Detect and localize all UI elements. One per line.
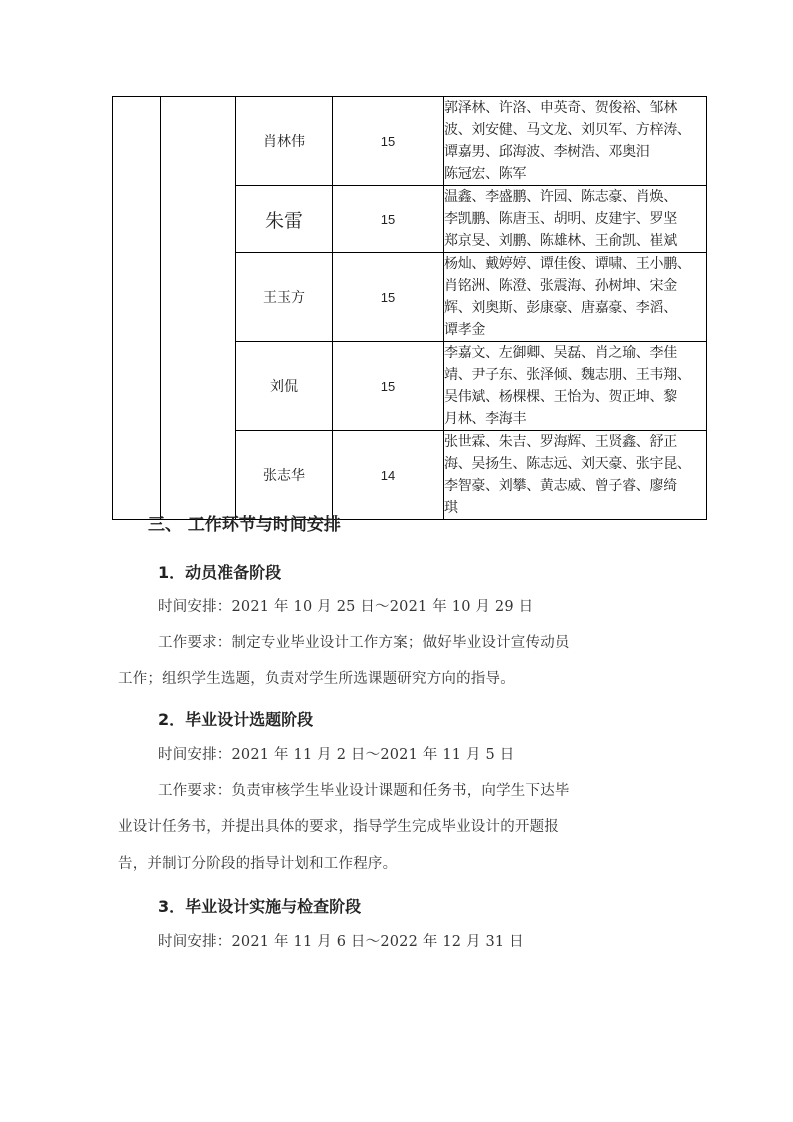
merged-cell-second — [161, 97, 236, 520]
student-count: 15 — [333, 186, 444, 253]
stage-requirement: 工作；组织学生选题，负责对学生所选课题研究方向的指导。 — [118, 671, 515, 687]
section-heading: 三、 工作环节与时间安排 — [148, 515, 341, 535]
student-list-line: 海、吴扬生、陈志远、刘天豪、张宇昆、 — [444, 456, 691, 472]
student-list-line: 杨灿、戴婷婷、谭佳俊、谭啸、王小鹏、 — [444, 256, 691, 272]
student-list — [444, 253, 707, 342]
stage-heading: 1．动员准备阶段 — [158, 563, 282, 582]
student-count: 14 — [333, 431, 444, 520]
student-list-line: 郑京旻、刘鹏、陈雄林、王俞凯、崔斌 — [444, 233, 677, 249]
stage-time: 时间安排：2021 年 11 月 6 日～2022 年 12 月 31 日 — [158, 934, 524, 950]
stage-time: 时间安排：2021 年 11 月 2 日～2021 年 11 月 5 日 — [158, 747, 515, 763]
stage-requirement: 工作要求：制定专业毕业设计工作方案；做好毕业设计宣传动员 — [158, 635, 570, 651]
student-list-line: 张世霖、朱吉、罗海辉、王贤鑫、舒正 — [444, 434, 677, 450]
student-list-line: 靖、尹子东、张泽倾、魏志朋、王韦翔、 — [444, 367, 691, 383]
merged-cell-left — [113, 97, 161, 520]
student-list-line: 谭孝金 — [444, 322, 486, 338]
student-list-line: 李凯鹏、陈唐玉、胡明、皮建宇、罗坚 — [444, 211, 677, 227]
stage-requirement: 工作要求：负责审核学生毕业设计课题和任务书，向学生下达毕 — [158, 783, 570, 799]
student-list — [444, 97, 707, 186]
stage-time: 时间安排：2021 年 10 月 25 日～2021 年 10 月 29 日 — [158, 599, 534, 615]
advisor-assignment-table — [112, 96, 707, 520]
student-list-line: 肖铭洲、陈澄、张震海、孙树坤、宋金 — [444, 278, 677, 294]
student-count: 15 — [333, 253, 444, 342]
stage-requirement: 业设计任务书，并提出具体的要求，指导学生完成毕业设计的开题报 — [118, 819, 559, 835]
student-list — [444, 431, 707, 520]
student-list-line: 陈冠宏、陈军 — [444, 166, 527, 182]
teacher-name: 王玉方 — [236, 253, 333, 342]
student-list-line: 温鑫、李盛鹏、许园、陈志豪、肖焕、 — [444, 189, 677, 205]
student-list — [444, 186, 707, 253]
teacher-name: 张志华 — [236, 431, 333, 520]
student-list-line: 谭嘉男、邱海波、李树浩、邓奥汨 — [444, 144, 650, 160]
student-list-line: 郭泽林、许洛、申英奇、贺俊裕、邹林 — [444, 100, 677, 116]
student-list-line: 吴伟斌、杨棵棵、王怡为、贺正坤、黎 — [444, 389, 677, 405]
table-row — [113, 97, 707, 186]
student-list-line: 辉、刘奥斯、彭康豪、唐嘉豪、李滔、 — [444, 300, 677, 316]
teacher-name: 刘侃 — [236, 342, 333, 431]
teacher-name: 朱雷 — [236, 186, 333, 253]
student-list-line: 波、刘安健、马文龙、刘贝军、方梓涛、 — [444, 122, 691, 138]
student-list-line: 李智豪、刘攀、黄志威、曾子睿、廖绮 — [444, 478, 677, 494]
stage-requirement: 告，并制订分阶段的指导计划和工作程序。 — [118, 856, 398, 872]
student-list-line: 月林、李海丰 — [444, 411, 527, 427]
student-list — [444, 342, 707, 431]
student-count: 15 — [333, 342, 444, 431]
student-list-line: 李嘉文、左御卿、吴磊、肖之瑜、李佳 — [444, 345, 677, 361]
stage-heading: 2．毕业设计选题阶段 — [158, 710, 314, 729]
teacher-name: 肖林伟 — [236, 97, 333, 186]
student-list-line: 琪 — [444, 500, 458, 516]
stage-heading: 3．毕业设计实施与检查阶段 — [158, 897, 362, 916]
student-count: 15 — [333, 97, 444, 186]
